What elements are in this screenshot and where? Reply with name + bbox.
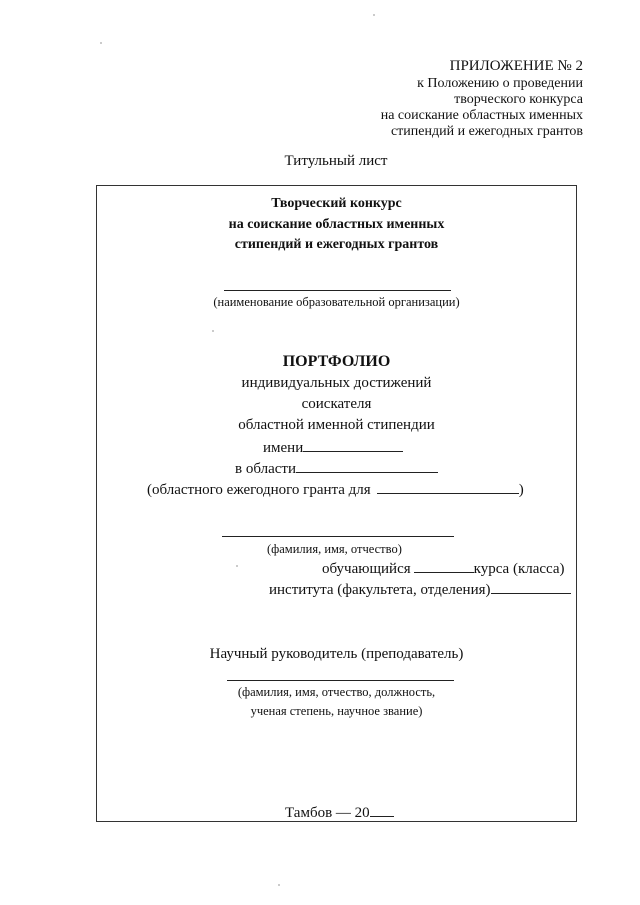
institute-row bbox=[269, 581, 571, 599]
annex-line-2: к Положению о проведении bbox=[417, 76, 583, 91]
scan-speck bbox=[212, 330, 214, 332]
portfolio-heading: ПОРТФОЛИО bbox=[282, 353, 391, 370]
student-name-caption: (фамилия, имя, отчество) bbox=[267, 542, 402, 556]
studying-prefix: обучающийся bbox=[322, 561, 411, 577]
name-blank-line bbox=[303, 439, 403, 452]
annex-line-4: на соискание областных именных bbox=[380, 108, 583, 123]
title-page-frame bbox=[96, 185, 577, 822]
institute-label: института (факультета, отделения) bbox=[269, 582, 491, 598]
scan-speck bbox=[278, 884, 280, 886]
contest-line-1: Творческий конкурс bbox=[271, 196, 402, 211]
supervisor-blank-line bbox=[227, 680, 454, 681]
grant-row bbox=[147, 481, 524, 499]
annex-line-3: творческого конкурса bbox=[454, 92, 583, 107]
portfolio-line-2: соискателя bbox=[301, 396, 372, 412]
studying-suffix: курса (класса) bbox=[473, 561, 565, 577]
name-label: имени bbox=[263, 440, 304, 456]
scan-speck bbox=[236, 565, 238, 567]
institute-blank-line bbox=[491, 581, 571, 594]
grant-prefix: (областного ежегодного гранта для bbox=[147, 482, 371, 498]
contest-line-3: стипендий и ежегодных грантов bbox=[234, 237, 439, 252]
city-year-row bbox=[285, 804, 394, 822]
field-row bbox=[235, 460, 438, 478]
scan-speck bbox=[100, 42, 102, 44]
scan-speck bbox=[373, 14, 375, 16]
title-page-label: Титульный лист bbox=[284, 153, 388, 169]
supervisor-label: Научный руководитель (преподаватель) bbox=[209, 646, 464, 662]
course-blank-line bbox=[414, 560, 474, 573]
grant-suffix: ) bbox=[518, 482, 524, 498]
annex-number: ПРИЛОЖЕНИЕ № 2 bbox=[449, 58, 583, 74]
supervisor-caption-line-2: ученая степень, научное звание) bbox=[250, 704, 423, 718]
annex-line-5: стипендий и ежегодных грантов bbox=[390, 124, 583, 139]
org-name-blank-line bbox=[224, 290, 451, 291]
field-label: в области bbox=[235, 461, 296, 477]
contest-line-2: на соискание областных именных bbox=[228, 217, 445, 232]
org-name-caption: (наименование образовательной организации) bbox=[213, 295, 460, 309]
city-year-text: Тамбов — 20 bbox=[285, 805, 370, 821]
grant-blank-line bbox=[377, 481, 519, 494]
name-row bbox=[263, 439, 403, 457]
year-blank-line bbox=[370, 804, 394, 817]
portfolio-line-3: областной именной стипендии bbox=[238, 417, 435, 433]
studying-row bbox=[322, 560, 565, 578]
portfolio-line-1: индивидуальных достижений bbox=[241, 375, 432, 391]
field-blank-line bbox=[296, 460, 438, 473]
supervisor-caption-line-1: (фамилия, имя, отчество, должность, bbox=[237, 685, 436, 699]
student-name-blank-line bbox=[222, 536, 454, 537]
